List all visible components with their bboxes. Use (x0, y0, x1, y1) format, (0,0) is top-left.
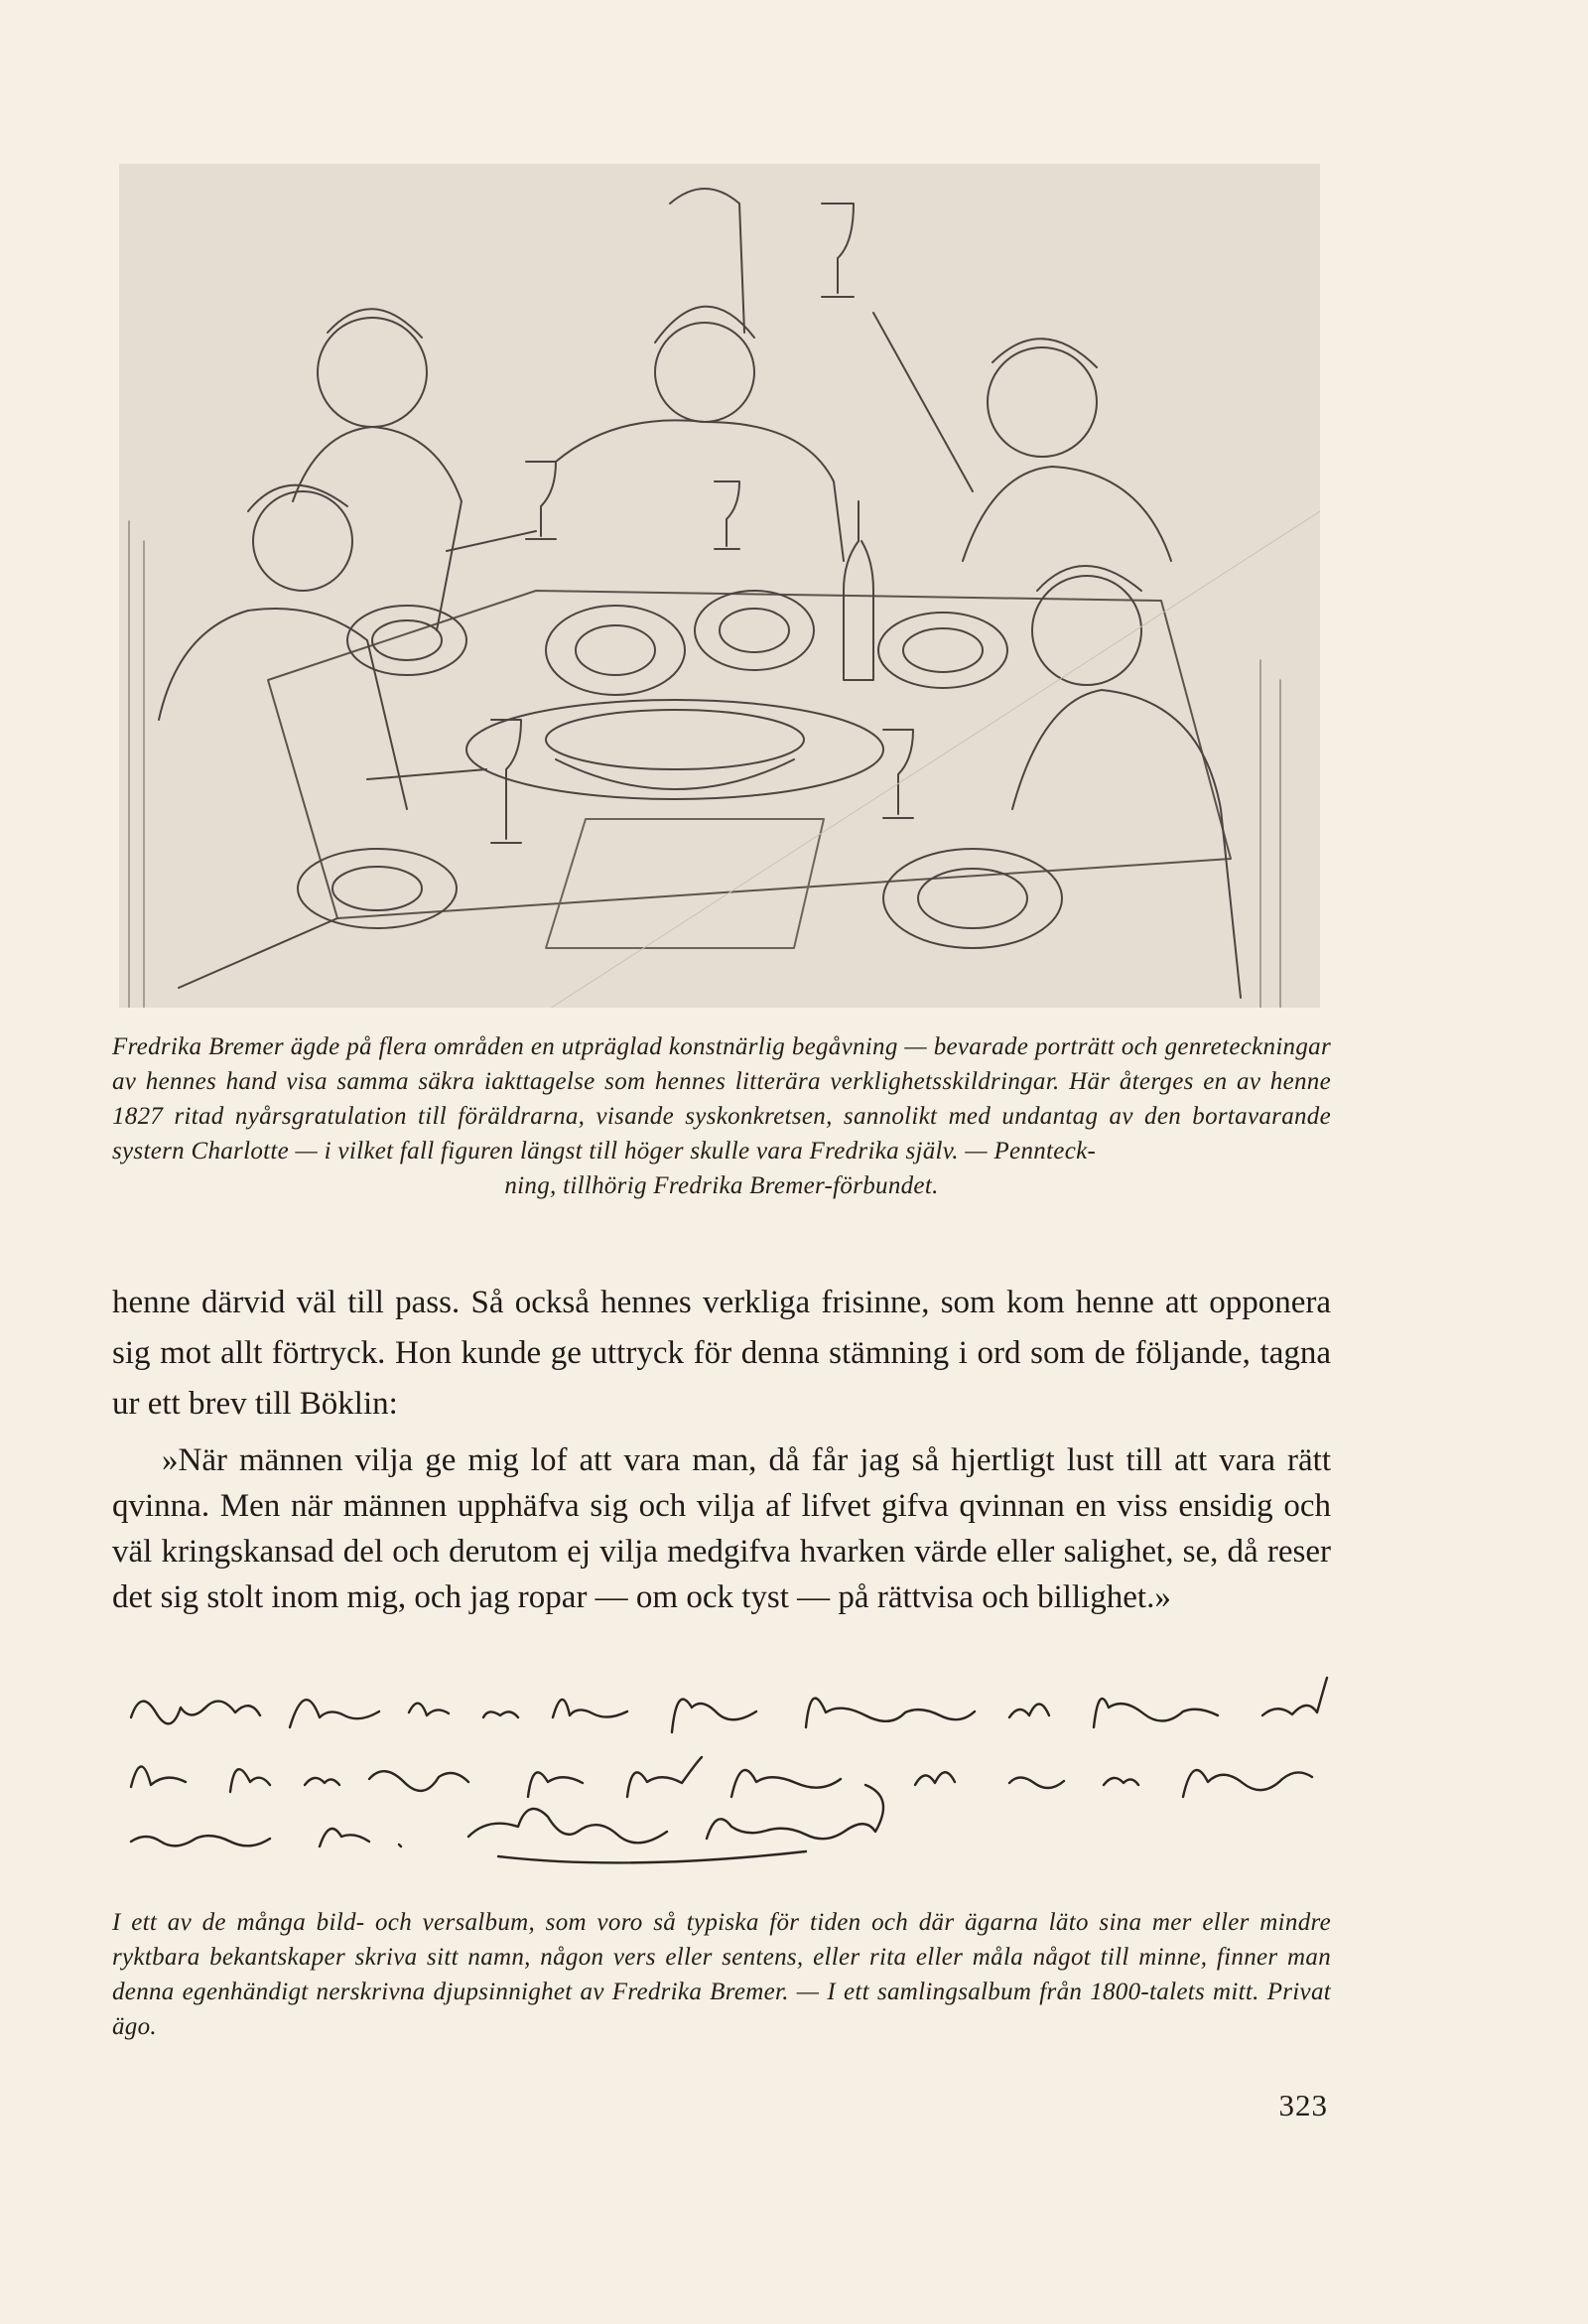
page-number: 323 (1278, 2088, 1328, 2122)
illustration-caption (112, 1029, 1331, 1203)
handwritten-quote (111, 1668, 1342, 1886)
caption-text: Fredrika Bremer ägde på flera områden en utpräglad konstnärlig begåvning — bevarade porträtt och genreteckningar av hennes hand visa samma säkra iakttagelse som hennes litterära verklighetsskildringar. Här återges en av henne 1827 ritad nyårsgratulation till föräldrarna, visande syskonkretsen, sannolikt med undantag av den bortavarande systern Charlotte — i vilket fall figuren längst till höger skulle vara Fredrika själv. — Pennteck- (112, 1033, 1331, 1164)
quote-paragraph: »När männen vilja ge mig lof att vara man, då får jag så hjertligt lust till att vara rätt qvinna. Men när männen upphäfva sig och vilja af lifvet gifva qvinnan en viss ensidig och väl kringskansad del och derutom ej vilja medgifva hvarken värde eller salighet, se, då reser det sig stolt inom mig, och jag ropar — om ock tyst — på rättvisa och billighet.» (112, 1442, 1331, 1615)
album-caption: I ett av de många bild- och versalbum, som voro så typiska för tiden och där ägarna läto sina mer eller mindre ryktbara bekantskaper skriva sitt namn, någon vers eller sentens, eller rita eller måla något till minne, finner man denna egenhändigt nerskrivna djupsinnighet av Fredrika Bremer. — I ett samlingsalbum från 1800-talets mitt. Privat ägo. (112, 1909, 1331, 2040)
caption-last-line: ning, tillhörig Fredrika Bremer-förbundet. (504, 1172, 939, 1199)
pencil-drawing-illustration (119, 164, 1320, 1008)
body-paragraph: henne därvid väl till pass. Så också hennes verkliga frisinne, som kom henne att opponera sig mot allt förtryck. Hon kunde ge uttryck för denna stämning i ord som de följande, tagna ur ett brev till Böklin: (112, 1285, 1331, 1422)
